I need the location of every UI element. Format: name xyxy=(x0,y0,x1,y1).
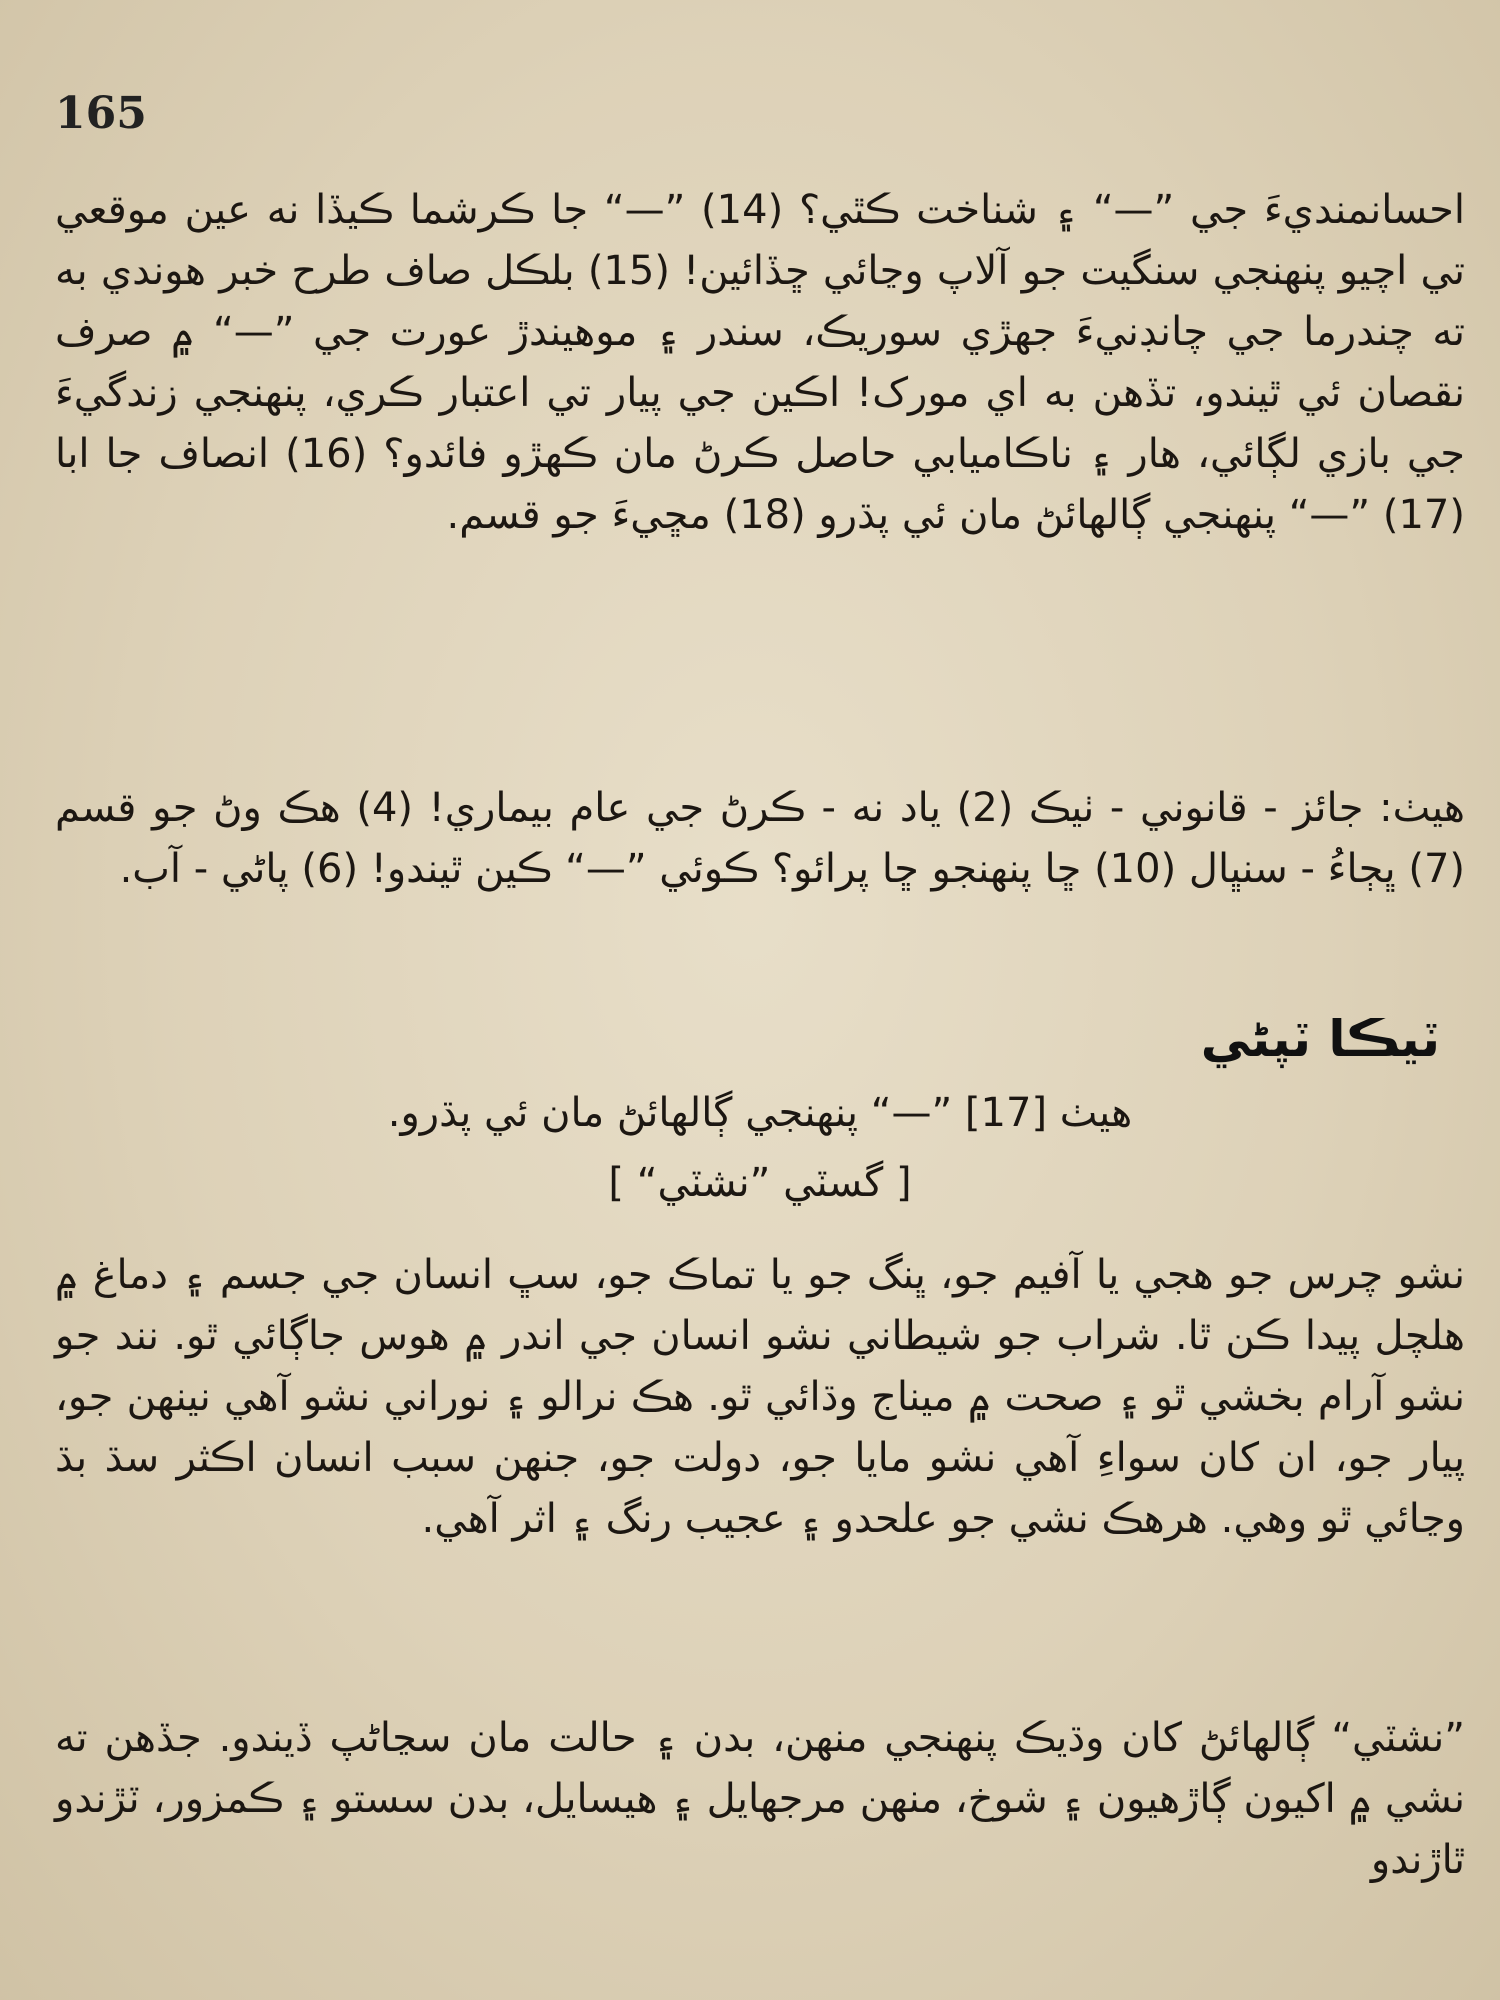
page-number: 165 xyxy=(55,88,147,139)
paragraph-commentary-2: ”نشٽي“ ڳالهائڻ کان وڌيڪ پنهنجي منهن، بدن ۽ حالت مان سڃاڻپ ڏيندو. جڏهن ته نشي ۾ اکيون ڳاڙهيون ۽ شوخ، منهن مرجهايل ۽ هيسايل، بدن سستو ۽ ڪمزور، ٽڙندو ٿاڙندو xyxy=(55,1715,1465,1883)
section-heading: ٽيڪا ٽپڻي xyxy=(1200,1010,1440,1068)
highlighted-clue: هيٺ [17] ”—“ پنهنجي ڳالهائڻ مان ئي پڌرو. xyxy=(387,1090,1133,1136)
clue-answer: [ گسٽي ”نشٽي“ ] xyxy=(608,1160,912,1206)
paragraph-commentary-1: نشو چرس جو هجي يا آفيم جو، ڀنگ جو يا تماڪ جو، سڀ انسان جي جسم ۽ دماغ ۾ هلچل پيدا ڪن ٿا. شراب جو شيطاني نشو انسان جي اندر ۾ هوس جاڳائي ٿو. نند جو نشو آرام بخشي ٿو ۽ صحت ۾ ميناج وڌائي ٿو. هڪ نرالو ۽ نوراني نشو آهي نينهن جو، پيار جو، ان کان سواءِ آهي نشو مايا جو، دولت جو، جنهن سبب انسان اڪثر سڌ بڌ وڃائي ٿو وهي. هرهڪ نشي جو علحدو ۽ عجيب رنگ ۽ اثر آهي. xyxy=(55,1252,1465,1542)
paragraph-down-clues: هيٺ: جائز - قانوني - ٺيڪ (2) ياد نه - ڪرڻ جي عام بيماري! (4) هڪ وڻ جو قسم (7) ڀڄاءُ - سنڀال (10) ڇا پنهنجو ڇا پرائو؟ ڪوئي ”—“ ڪين ٿيندو! (6) پاڻي - آب. xyxy=(55,785,1466,892)
paragraph-puzzle-clues: احسانمنديءَ جي ”—“ ۽ شناخت ڪٿي؟ (14) ”—“ جا ڪرشما ڪيڏا نه عين موقعي تي اچيو پنهنجي سنگيت جو آلاپ وڃائي ڇڏائين! (15) بلڪل صاف طرح خبر هوندي به ته چندرما جي چانڊنيءَ جهڙي سوريڪ، سندر ۽ موهيندڙ عورت جي ”—“ ۾ صرف نقصان ئي ٿيندو، تڏهن به اي مورک! اڪين جي پيار تي اعتبار ڪري، پنهنجي زندگيءَ جي بازي لڳائي، هار ۽ ناڪاميابي حاصل ڪرڻ مان ڪهڙو فائدو؟ (16) انصاف جا ابا (17) ”—“ پنهنجي ڳالهائڻ مان ئي پڌرو (18) مڇيءَ جو قسم. xyxy=(55,187,1466,538)
